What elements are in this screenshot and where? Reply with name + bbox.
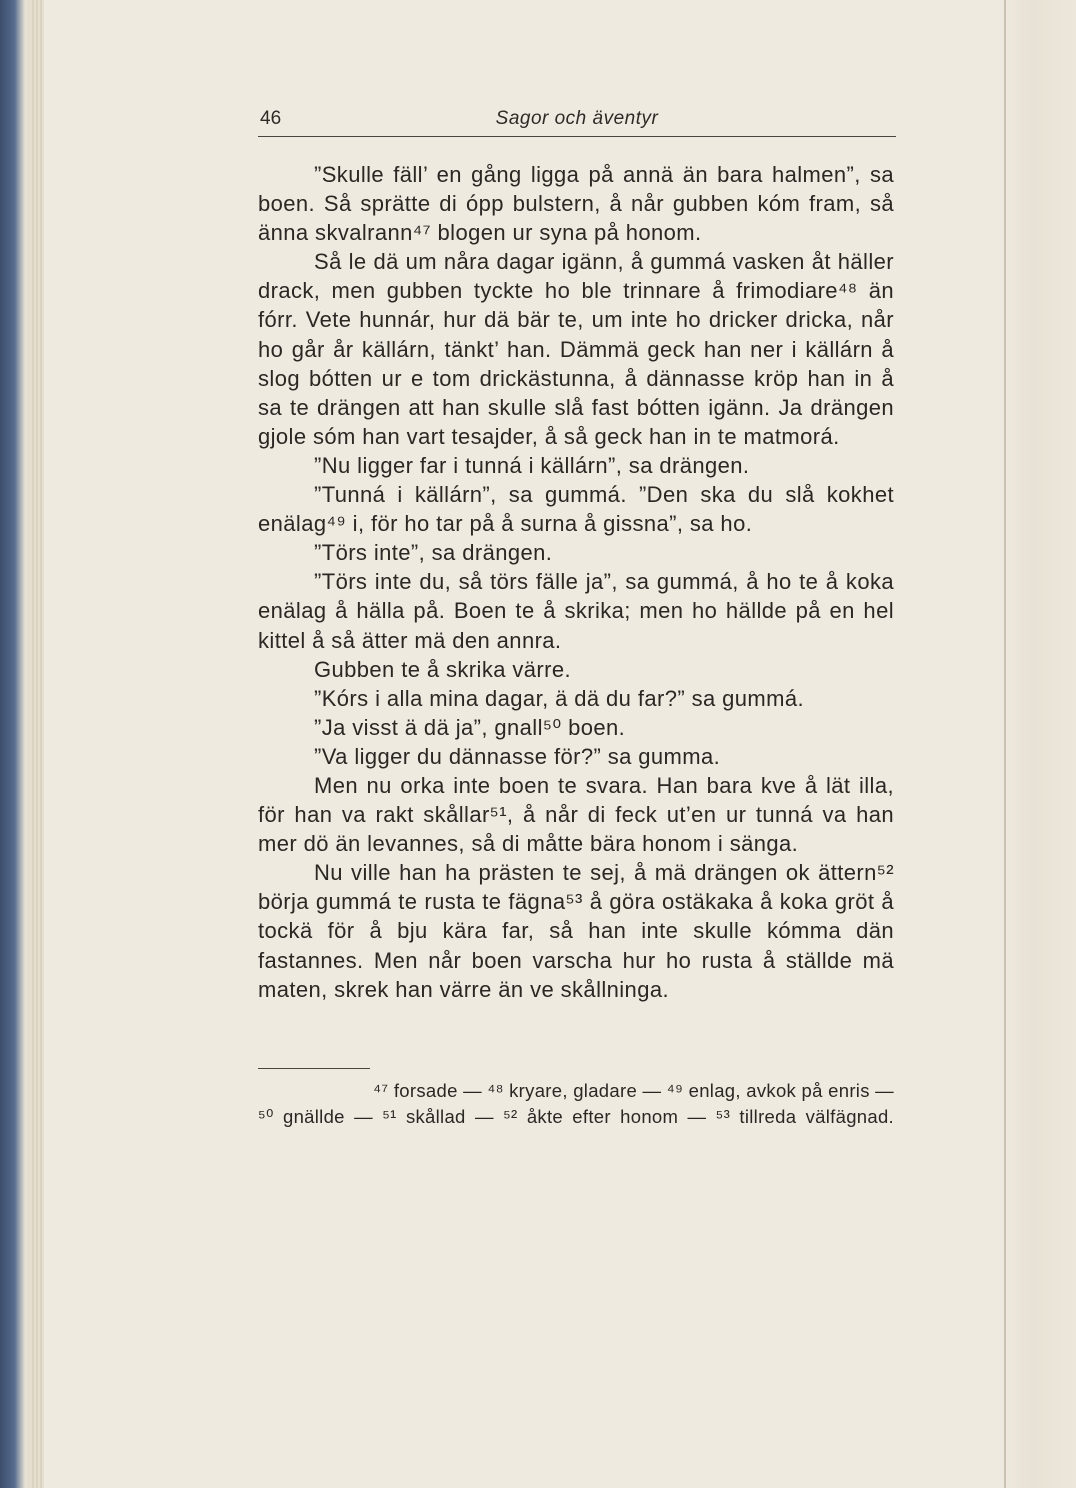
paragraph: ”Tunná i källárn”, sa gummá. ”Den ska du slå kokhet enälag⁴⁹ i, för ho tar på å surna å gissna”, sa ho. [258,482,894,537]
paragraph: ”Törs inte”, sa drängen. [314,540,553,566]
footnote-line: ⁵⁰ gnällde — ⁵¹ skållad — ⁵² åkte efter honom — ⁵³ tillreda välfägnad. [258,1106,894,1127]
page-edges [30,0,44,1488]
footnote-line: ⁴⁷ forsade — ⁴⁸ kryare, gladare — ⁴⁹ enlag, avkok på enris — [373,1080,894,1101]
running-header [258,106,896,137]
paragraph: Gubben te å skrika värre. [314,656,572,682]
page-number: 46 [260,108,282,129]
paragraph: ”Ja visst ä dä ja”, gnall⁵⁰ boen. [314,714,626,740]
facing-page-edge [1000,0,1076,1488]
paragraph: ”Va ligger du dännasse för?” sa gumma. [314,743,721,769]
body-text [258,160,894,1004]
page-gutter-line [1004,0,1006,1488]
footnotes [258,1078,894,1130]
running-title: Sagor och äventyr [495,108,659,129]
paragraph: Så le dä um nåra dagar igänn, å gummá vasken åt häller drack, men gubben tyckte ho ble trinnare å frimodiare⁴⁸ än fórr. Vete hunnár, hur dä bär te, um inte ho dricker dricka, når ho går år källárn, tänkt’ han. Dämmä geck han ner i källárn å slog bótten ur e tom drickästunna, å dännasse kröp han in å sa te drängen att han skulle slå fast bótten igänn. Ja drängen gjole sóm han vart tesajder, å så geck han in te matmorá. [258,249,894,449]
paragraph: ”Törs inte du, så törs fälle ja”, sa gummá, å ho te å koka enälag å hälla på. Boen te å skrika; men ho hällde på en hel kittel å så ätter mä den annra. [258,569,894,653]
footnote-divider [258,1068,370,1069]
paragraph: ”Nu ligger far i tunná i källárn”, sa drängen. [314,452,750,478]
paragraph: ”Kórs i alla mina dagar, ä dä du far?” sa gummá. [314,685,804,711]
paragraph: ”Skulle fäll’ en gång ligga på annä än bara halmen”, sa boen. Så sprätte di ópp bulstern, å når gubben kóm fram, så änna skvalrann⁴⁷ blogen ur syna på honom. [258,162,894,246]
paragraph: Men nu orka inte boen te svara. Han bara kve å lät illa, för han va rakt skållar⁵¹, å når di feck ut’en ur tunná va han mer dö än levannes, så di måtte bära honom i sänga. [258,772,894,857]
paragraph: Nu ville han ha prästen te sej, å mä drängen ok ättern⁵² börja gummá te rusta te fägna⁵³ å göra ostäkaka å koka gröt å tockä för å bju kära far, så han inte skulle kómma dän fastannes. Men når boen varscha hur ho rusta å ställde mä maten, skrek han värre än ve skållninga. [258,860,894,1002]
